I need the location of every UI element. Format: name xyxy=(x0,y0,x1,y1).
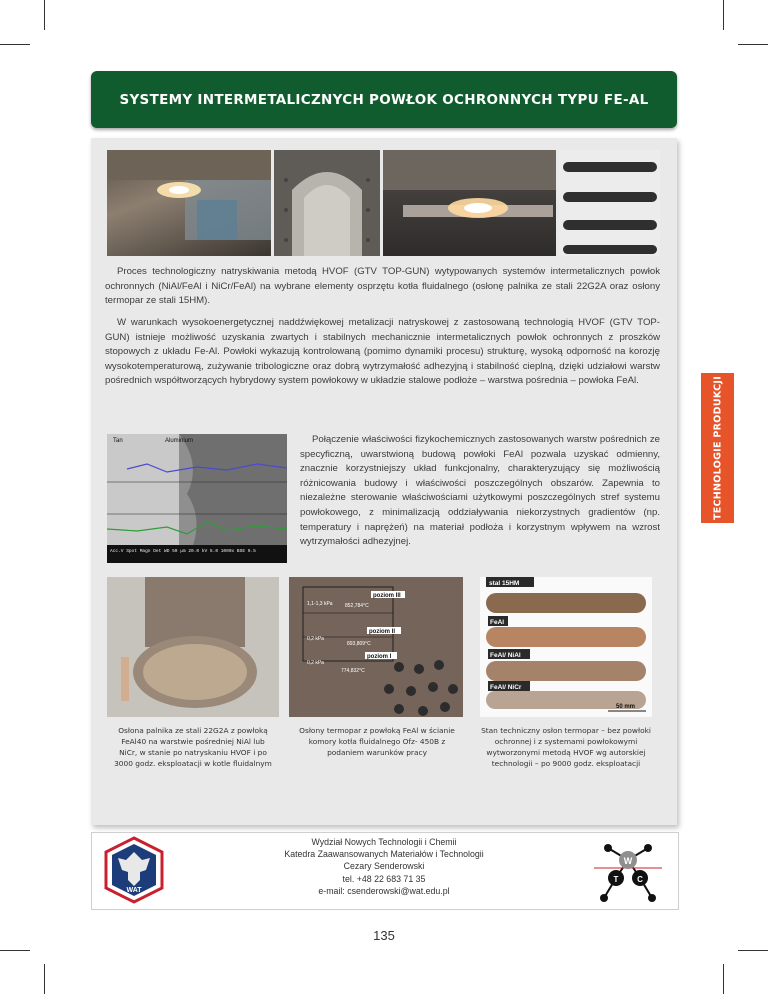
body-paragraph-2: Połączenie właściwości fizykochemicznych zastosowanych warstw pośrednich ze specyficzną, uwarstwioną budową powłoki FeAl pozwala uzyskać odmienny, znacznie korzystniejszy układ funkcjonalny, charakteryzujący się możliwością różnicowania budowy i właściwości poszczególnych obszarów. Zapewnia to niezależne sterowanie właściwościami użytkowymi poszczególnych stref systemu powłokowego, z minimalizacją oddziaływania niekorzystnych gradientów (np. temperatury i naprężeń) na materiał podłoża i korzystnym wpływem na wzrost wytrzymałości adhezyjnej. xyxy=(300,434,660,548)
tube-label-feal-nicr: FeAl/ NiCr xyxy=(490,684,522,691)
side-tab-label: TECHNOLOGIE PRODUKCJI xyxy=(712,375,723,521)
diagram-thermocouple-levels xyxy=(289,577,463,717)
wtc-letter-w: W xyxy=(623,856,633,866)
level-2-temp: 893,809°C xyxy=(347,641,371,647)
level-2-label: poziom II xyxy=(369,629,395,635)
photo-burner-shield-art xyxy=(274,150,380,256)
crop-mark xyxy=(44,964,45,994)
photo-spraying-thermocouple-art xyxy=(383,150,556,256)
level-1-label: poziom I xyxy=(367,654,392,660)
caption-thermocouple-shields: Osłony termopar z powłoką FeAl w ścianie komory kotła fluidalnego Ofz- 450B z podaniem warunków pracy xyxy=(299,726,455,757)
level-3-pressure: 1,1-1,3 kPa xyxy=(307,601,333,607)
photo-hvof-spraying xyxy=(107,150,271,256)
micrograph-image xyxy=(107,434,287,563)
contact-chair: Katedra Zaawansowanych Materiałów i Technologii xyxy=(284,849,484,860)
contact-department: Wydział Nowych Technologii i Chemii xyxy=(311,837,457,847)
micrograph-art xyxy=(107,434,287,563)
tube-label-steel: stal 15HM xyxy=(489,580,520,587)
contact-block xyxy=(200,836,568,897)
section-side-tab xyxy=(701,373,734,523)
level-1-pressure: 0,2 kPa xyxy=(307,660,324,666)
wtc-logo-art xyxy=(592,838,664,904)
crop-mark xyxy=(0,44,30,45)
caption-burner-shield: Osłona palnika ze stali 22G2A z powłoką FeAl40 na warstwie pośredniej NiAl lub NiCr, w stanie po natryskaniu HVOF i po 3000 godz. eksploatacji w kotle fluidalnym xyxy=(114,726,272,768)
wat-logo xyxy=(102,836,166,904)
micrograph-label-aluminium: Aluminium xyxy=(165,438,194,444)
photo-burner-shield-after-art xyxy=(107,577,279,717)
level-2-pressure: 0,2 kPa xyxy=(307,636,324,642)
crop-mark xyxy=(0,950,30,951)
contact-phone: tel. +48 22 683 71 35 xyxy=(342,873,426,884)
crop-mark xyxy=(723,964,724,994)
tube-label-feal: FeAl xyxy=(490,619,505,626)
crop-mark xyxy=(738,950,768,951)
page-number: 135 xyxy=(373,928,395,943)
crop-mark xyxy=(723,0,724,30)
wtc-letter-t: T xyxy=(613,875,619,884)
contact-email: e-mail: csenderowski@wat.edu.pl xyxy=(318,885,450,896)
tube-label-feal-nial: FeAl/ NiAl xyxy=(490,652,521,659)
level-3-temp: 852,784°C xyxy=(345,603,369,609)
contact-person: Cezary Senderowski xyxy=(343,861,425,872)
level-3-label: poziom III xyxy=(373,593,401,599)
body-paragraph: W warunkach wysokoenergetycznej naddźwiękowej metalizacji natryskowej z zastosowaną technologią HVOF (GTV TOP-GUN) istnieje możliwość uzyskania zwartych i stabilnych mechanicznie intermetalicznych powłok ochronnych z proszków stopowych z układu Fe-Al. Powłoki wykazują kontrolowaną (pomimo dynamiki procesu) strukturę, wysoką odporność na korozję wysokotemperaturową, zużywanie tribologiczne oraz dobrą wytrzymałość adhezyjną i stabilność cieplną, dzięki udziałowi warstw pośrednich współtworzących hybrydowy system powłokowy w układzie stalowe podłoże – warstwa pośrednia – powłoka FeAl. xyxy=(105,317,660,387)
micrograph-label-tan: Tan xyxy=(113,438,123,444)
photo-spraying-thermocouple xyxy=(383,150,556,256)
photo-burner-shield-after xyxy=(107,577,279,717)
wtc-letter-c: C xyxy=(637,875,643,884)
micrograph-info-bar: Acc.V Spot Magn Det WD 50 μm 20.0 kV 5.0 1000x BSE 9.5 xyxy=(110,549,256,554)
scale-bar-label: 50 mm xyxy=(616,704,636,710)
photo-burner-shield xyxy=(274,150,380,256)
photo-thermocouple-tubes-art xyxy=(480,577,652,717)
intro-paragraph: Proces technologiczny natryskiwania metodą HVOF (GTV TOP-GUN) wytypowanych systemów intermetalicznych powłok ochronnych (NiAl/FeAl i NiCr/FeAl) na wybrane elementy osprzętu kotła fluidalnego (osłonę palnika ze stali 22G2A oraz osłony termopar ze stali 15HM). xyxy=(105,266,660,307)
diagram-thermocouple-levels-art xyxy=(289,577,463,717)
crop-mark xyxy=(738,44,768,45)
photo-hvof-spraying-art xyxy=(107,150,271,256)
photo-coated-rods xyxy=(559,150,660,256)
wtc-logo xyxy=(592,838,664,904)
wat-logo-text: WAT xyxy=(126,887,142,894)
level-1-temp: 774,832°C xyxy=(341,668,365,674)
photo-thermocouple-tubes xyxy=(480,577,652,717)
page-title: SYSTEMY INTERMETALICZNYCH POWŁOK OCHRONNYCH TYPU FE-AL xyxy=(119,91,649,108)
crop-mark xyxy=(44,0,45,30)
caption-tube-condition: Stan techniczny osłon termopar – bez powłoki ochronnej i z systemami powłokowymi wytworzonymi metodą HVOF wg autorskiej technologii – po 9000 godz. eksploatacji xyxy=(481,726,651,768)
wat-logo-art xyxy=(102,836,166,904)
photo-coated-rods-art xyxy=(559,150,660,256)
page-header xyxy=(91,71,677,128)
